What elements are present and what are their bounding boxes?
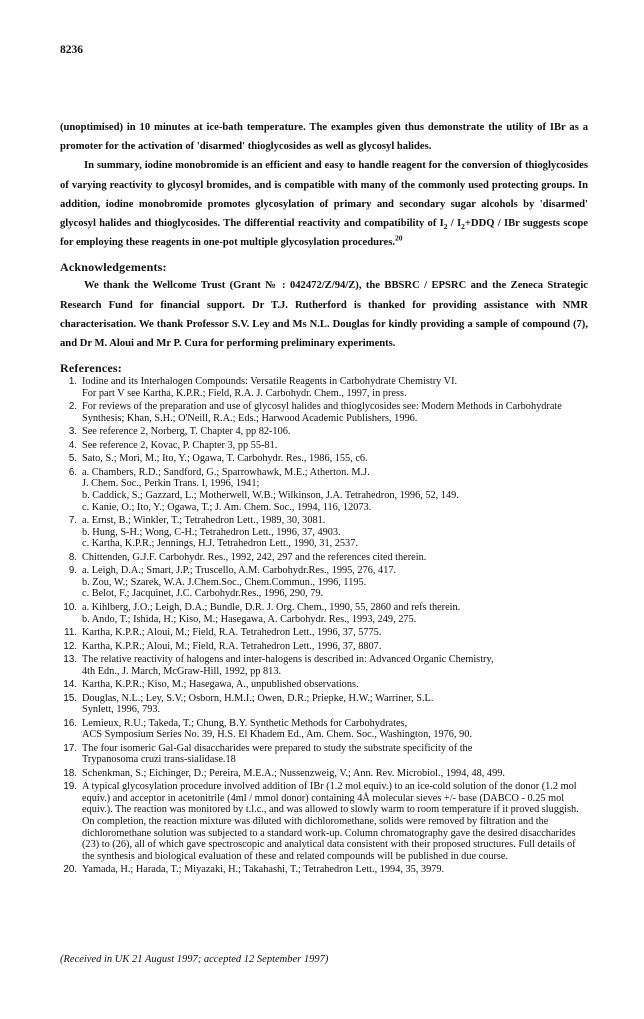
reference-item <box>60 679 588 691</box>
reference-item <box>60 602 588 625</box>
reference-number: 18. <box>63 767 77 779</box>
reference-body <box>82 864 588 876</box>
reference-number: 6. <box>68 466 77 478</box>
reference-body <box>82 679 588 691</box>
reference-line: 4th Edn., J. March, McGraw-Hill, 1992, pp 813. <box>82 665 282 677</box>
page-number: 8236 <box>60 44 83 56</box>
reference-number: 13. <box>63 653 77 665</box>
reference-number: 9. <box>68 565 77 577</box>
reference-line: ACS Symposium Series No. 39, H.S. El Khadem Ed., Am. Chem. Soc., Washington, 1976, 90. <box>82 729 472 741</box>
reference-line: Kartha, K.P.R.; Aloui, M.; Field, R.A. Tetrahedron Lett., 1996, 37, 5775. <box>82 627 382 639</box>
reference-body <box>82 693 588 716</box>
reference-item <box>60 627 588 639</box>
reference-item <box>60 654 588 677</box>
reference-number: 5. <box>68 453 77 465</box>
subscript: 2 <box>443 222 448 232</box>
reference-line: Sato, S.; Mori, M.; Ito, Y.; Ogawa, T. Carbohydr. Res., 1986, 155, c6. <box>82 453 368 465</box>
reference-line: Synlett, 1996, 793. <box>82 704 161 716</box>
reference-line: For part V see Kartha, K.P.R.; Field, R.A. J. Carbohydr. Chem., 1997, in press. <box>82 387 407 399</box>
reference-item <box>60 565 588 600</box>
reference-number: 15. <box>63 692 77 704</box>
reference-number: 16. <box>63 717 77 729</box>
reference-line: See reference 2, Norberg, T. Chapter 4, pp 82-106. <box>82 426 291 438</box>
reference-body <box>82 401 588 424</box>
summary-text: +DDQ / IBr suggests scope for employing these reagents in one-pot multiple glycosylation procedures. <box>60 218 588 249</box>
reference-line: Iodine and its Interhalogen Compounds: Versatile Reagents in Carbohydrate Chemistry VI. <box>82 376 458 388</box>
reference-body <box>82 718 588 741</box>
reference-number: 3. <box>68 426 77 438</box>
reference-line: See reference 2, Kovac, P. Chapter 3, pp 55-81. <box>82 439 278 451</box>
references-heading: References: <box>60 361 122 376</box>
reference-line: For reviews of the preparation and use of glycosyl halides and thioglycosides see: Modern Methods in Carbohydrate Synthesis; Khan, S.H.; O'Neill, R.A.; Eds.; Harwood Academic Publishers, 1996. <box>82 401 562 424</box>
reference-number: 12. <box>63 640 77 652</box>
reference-line: Trypanosoma cruzi trans-sialidase.18 <box>82 754 236 766</box>
reference-item <box>60 768 588 780</box>
reference-line: a. Ernst, B.; Winkler, T.; Tetrahedron Lett., 1989, 30, 3081. <box>82 515 326 527</box>
reference-item <box>60 376 588 399</box>
received-note: (Received in UK 21 August 1997; accepted 12 September 1997) <box>60 954 329 965</box>
reference-item <box>60 453 588 465</box>
summary-text: In summary, iodine monobromide is an efficient and easy to handle reagent for the conversion of thioglycosides of varying reactivity to glycosyl bromides, and is compatible with many of the commonly used protecting groups. In addition, iodine monobromide promotes glycosylation of primary and secondary sugar alcohols by 'disarmed' glycosyl halides and thioglycosides. The differential reactivity and compatibility of I <box>60 160 588 230</box>
reference-item <box>60 718 588 741</box>
acknowledgements-text: We thank the Wellcome Trust (Grant № : 042472/Z/94/Z), the BBSRC / EPSRC and the Zeneca Strategic Research Fund for financial support. Dr T.J. Rutherford is thanked for providing assistance with NMR characterisation. We thank Professor S.V. Ley and Ms N.L. Douglas for kindly providing a sample of compound (7), and Dr M. Aloui and Mr P. Cura for performing preliminary experiments. <box>60 280 588 350</box>
reference-item <box>60 515 588 550</box>
subscript: 2 <box>461 222 465 232</box>
reference-line: b. Hung, S-H.; Wong, C-H.; Tetrahedron Lett., 1996, 37, 4903. <box>82 526 341 538</box>
reference-line: b. Ando, T.; Ishida, H.; Kiso, M.; Hasegawa, A. Carbohydr. Res., 1993, 249, 275. <box>82 613 417 625</box>
summary-text: / I <box>447 218 462 230</box>
reference-line: c. Kartha, K.P.R.; Jennings, H.J. Tetrahedron Lett., 1990, 31, 2537. <box>82 538 358 550</box>
reference-body <box>82 654 588 677</box>
acknowledgements-heading: Acknowledgements: <box>60 260 167 275</box>
reference-line: Kartha, K.P.R.; Kiso, M.; Hasegawa, A., unpublished observations. <box>82 679 359 691</box>
reference-number: 1. <box>68 376 77 388</box>
article-body <box>60 118 588 878</box>
reference-line: Lemieux, R.U.; Takeda, T.; Chung, B.Y. Synthetic Methods for Carbohydrates, <box>82 717 408 729</box>
reference-item <box>60 693 588 716</box>
reference-number: 14. <box>63 679 77 691</box>
reference-line: a. Leigh, D.A.; Smart, J.P.; Truscello, A.M. Carbohydr.Res., 1995, 276, 417. <box>82 565 397 577</box>
reference-body <box>82 467 588 513</box>
reference-line: a. Chambers, R.D.; Sandford, G.; Sparrowhawk, M.E.; Atherton. M.J. <box>82 466 370 478</box>
reference-line: b. Caddick, S.; Gazzard, L.; Motherwell, W.B.; Wilkinson, J.A. Tetrahedron, 1996, 52, 149. <box>82 490 459 502</box>
reference-line: b. Zou, W.; Szarek, W.A. J.Chem.Soc., Chem.Commun., 1996, 1195. <box>82 576 367 588</box>
reference-body <box>82 641 588 653</box>
reference-number: 8. <box>68 551 77 563</box>
reference-item <box>60 440 588 452</box>
reference-body <box>82 440 588 452</box>
reference-body <box>82 781 588 862</box>
reference-item <box>60 467 588 513</box>
reference-line: Yamada, H.; Harada, T.; Miyazaki, H.; Takahashi, T.; Tetrahedron Lett., 1994, 35, 3979. <box>82 864 445 876</box>
reference-body <box>82 552 588 564</box>
reference-number: 10. <box>63 601 77 613</box>
reference-body <box>82 565 588 600</box>
reference-line: The relative reactivity of halogens and inter-halogens is described in: Advanced Organic Chemistry, <box>82 653 494 665</box>
reference-body <box>82 768 588 780</box>
reference-body <box>82 627 588 639</box>
reference-line: The four isomeric Gal-Gal disaccharides were prepared to study the substrate specificity of the <box>82 742 473 754</box>
reference-number: 2. <box>68 401 77 413</box>
reference-body <box>82 453 588 465</box>
reference-item <box>60 781 588 862</box>
reference-line: c. Kanie, O.; Ito, Y.; Ogawa, T.; J. Am. Chem. Soc., 1994, 116, 12073. <box>82 501 372 513</box>
reference-list <box>60 376 588 876</box>
reference-number: 7. <box>68 515 77 527</box>
reference-line: Schenkman, S.; Eichinger, D.; Pereira, M.E.A.; Nussenzweig, V.; Ann. Rev. Microbiol., 1994, 48, 499. <box>82 767 505 779</box>
reference-body <box>82 426 588 438</box>
reference-line: a. Kihlberg, J.O.; Leigh, D.A.; Bundle, D.R. J. Org. Chem., 1990, 55, 2860 and refs therein. <box>82 601 461 613</box>
reference-item <box>60 552 588 564</box>
reference-line: J. Chem. Soc., Perkin Trans. I, 1996, 1941; <box>82 478 260 490</box>
reference-line: Douglas, N.L.; Ley, S.V.; Osborn, H.M.I.; Owen, D.R.; Priepke, H.W.; Warriner, S.L. <box>82 692 434 704</box>
reference-body <box>82 376 588 399</box>
reference-number: 19. <box>63 781 77 793</box>
paragraph-continuation: (unoptimised) in 10 minutes at ice-bath temperature. The examples given thus demonstrate the utility of IBr as a promoter for the activation of 'disarmed' thioglycosides as well as glycosyl halides. <box>60 122 588 153</box>
reference-line: Chittenden, G.J.F. Carbohydr. Res., 1992, 242, 297 and the references cited therein. <box>82 551 427 563</box>
reference-item <box>60 641 588 653</box>
reference-number: 4. <box>68 439 77 451</box>
reference-body <box>82 743 588 766</box>
reference-item <box>60 864 588 876</box>
reference-line: A typical glycosylation procedure involved addition of IBr (1.2 mol equiv.) to an ice-cold solution of the donor (1.2 mol equiv.) and acceptor in acetonitrile (4ml / mmol donor) containing 4Å molecular sieves +/- base (DABCO - 0.25 mol equiv.). The reaction was monitored by t.l.c., and was allowed to slowly warm to room temperature if it proved sluggish. On completion, the reaction mixture was diluted with dichloromethane, solids were removed by filtration and the dichloromethane solution was subjected to a standard work-up. Column chromatography gave the desired disaccharides (23) to (26), all of which gave spectroscopic and analytical data consistent with their proposed structures. Full details of the synthesis and biological evaluation of these and related compounds will be published in due course. <box>82 781 579 862</box>
reference-line: c. Belot, F.; Jacquinet, J.C. Carbohydr.Res., 1996, 290, 79. <box>82 588 324 600</box>
reference-item <box>60 401 588 424</box>
reference-number: 20. <box>63 864 77 876</box>
reference-item <box>60 743 588 766</box>
reference-item <box>60 426 588 438</box>
reference-number: 11. <box>64 627 77 639</box>
reference-body <box>82 602 588 625</box>
citation-superscript: 20 <box>394 233 403 243</box>
reference-number: 17. <box>63 742 77 754</box>
reference-body <box>82 515 588 550</box>
paragraph-summary <box>60 156 588 252</box>
reference-line: Kartha, K.P.R.; Aloui, M.; Field, R.A. Tetrahedron Lett., 1996, 37, 8807. <box>82 640 382 652</box>
